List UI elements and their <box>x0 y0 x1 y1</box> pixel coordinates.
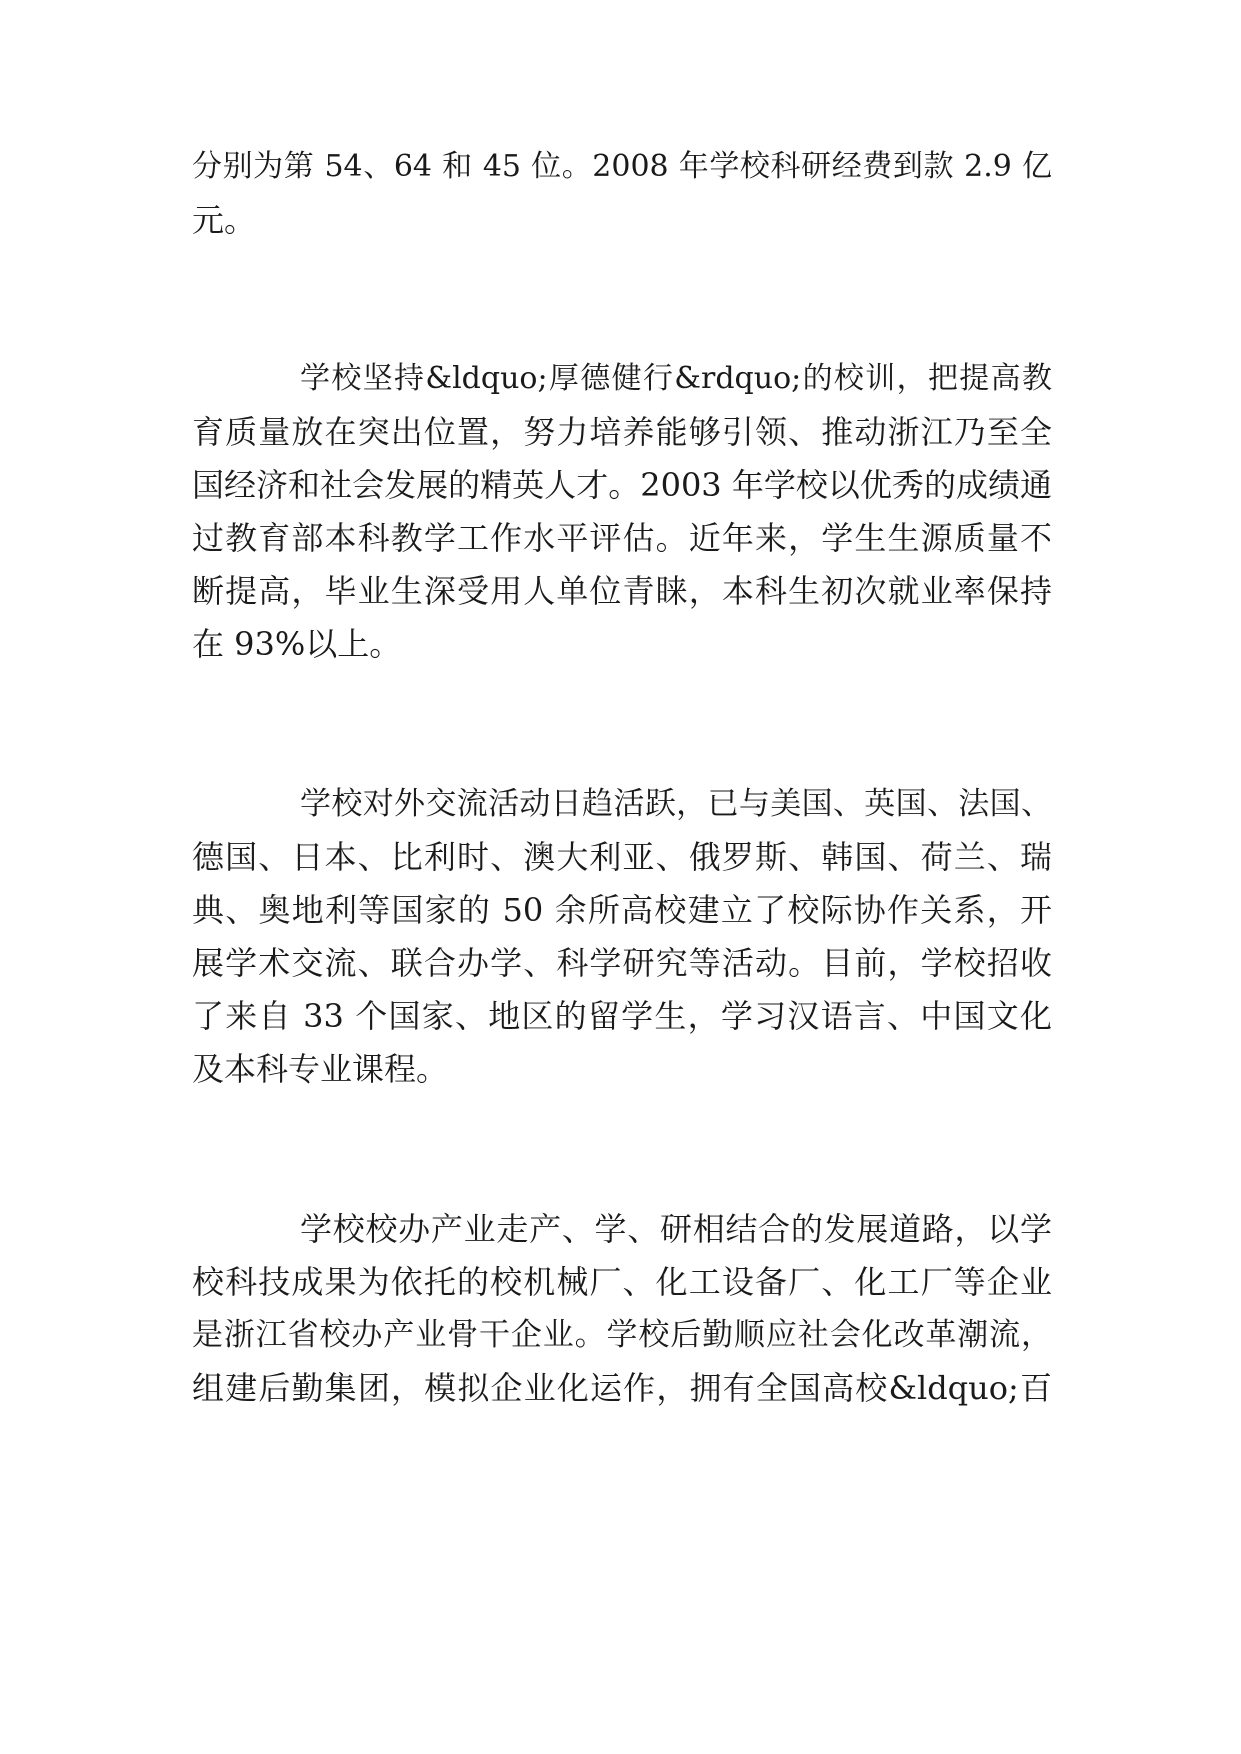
paragraph-1-line-1: 分别为第 54、64 和 45 位。2008 年学校科研经费到款 2.9 亿 <box>192 149 1052 184</box>
paragraph-4-line-1: 学校校办产业走产、学、研相结合的发展道路，以学 <box>300 1210 1052 1248</box>
paragraph-4-line-4: 组建后勤集团，模拟企业化运作，拥有全国高校&ldquo;百 <box>192 1369 1052 1407</box>
paragraph-3-line-4: 展学术交流、联合办学、科学研究等活动。目前，学校招收 <box>192 944 1052 982</box>
paragraph-2-line-4: 过教育部本科教学工作水平评估。近年来，学生生源质量不 <box>192 519 1052 557</box>
paragraph-3-line-6: 及本科专业课程。 <box>192 1050 449 1088</box>
paragraph-4-line-3: 是浙江省校办产业骨干企业。学校后勤顺应社会化改革潮流， <box>192 1317 1052 1353</box>
paragraph-3-line-3: 典、奥地利等国家的 50 余所高校建立了校际协作关系，开 <box>192 891 1052 929</box>
paragraph-1-line-2: 元。 <box>192 201 257 239</box>
paragraph-2-line-5: 断提高，毕业生深受用人单位青睐，本科生初次就业率保持 <box>192 572 1052 610</box>
paragraph-3-line-1: 学校对外交流活动日趋活跃，已与美国、英国、法国、 <box>300 786 1052 822</box>
paragraph-3-line-5: 了来自 33 个国家、地区的留学生，学习汉语言、中国文化 <box>192 997 1052 1035</box>
paragraph-4-line-2: 校科技成果为依托的校机械厂、化工设备厂、化工厂等企业 <box>192 1263 1052 1301</box>
paragraph-2-line-2: 育质量放在突出位置，努力培养能够引领、推动浙江乃至全 <box>192 413 1052 451</box>
paragraph-2-line-1: 学校坚持&ldquo;厚德健行&rdquo;的校训，把提高教 <box>300 361 1052 396</box>
paragraph-2-line-6: 在 93%以上。 <box>192 625 402 663</box>
paragraph-2-line-3: 国经济和社会发展的精英人才。2003 年学校以优秀的成绩通 <box>192 466 1052 504</box>
paragraph-3-line-2: 德国、日本、比利时、澳大利亚、俄罗斯、韩国、荷兰、瑞 <box>192 838 1052 876</box>
